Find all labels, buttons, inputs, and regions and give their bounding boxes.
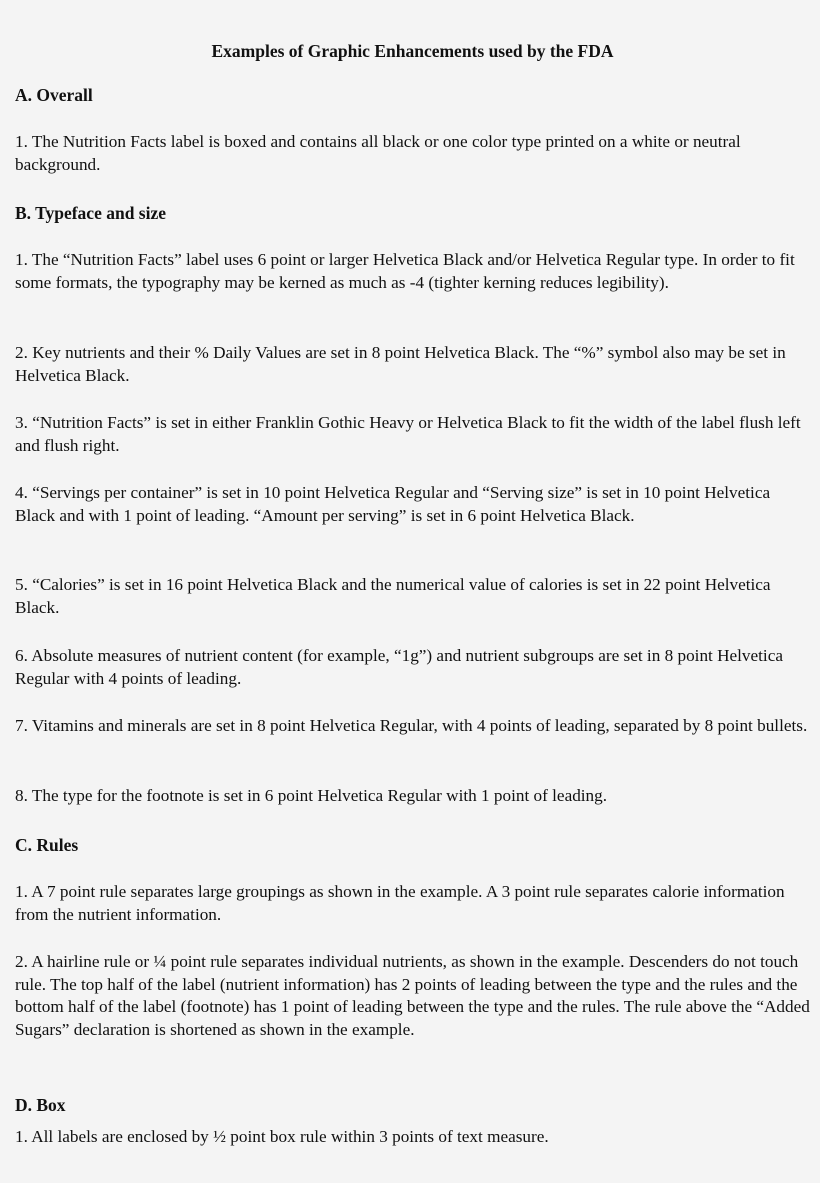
typeface-item-1: 1. The “Nutrition Facts” label uses 6 point or larger Helvetica Black and/or Helvetica Regular type. In order to fit some formats, the typography may be kerned as much as -4 (tighter kerning reduces legibility).	[15, 250, 795, 292]
rules-item-1: 1. A 7 point rule separates large groupings as shown in the example. A 3 point rule separates calorie information from the nutrient information.	[15, 882, 785, 924]
section-heading-typeface-size: B. Typeface and size	[15, 203, 167, 223]
box-item-1: 1. All labels are enclosed by ½ point box rule within 3 points of text measure.	[15, 1127, 549, 1146]
section-heading-rules: C. Rules	[15, 835, 79, 855]
document-title: Examples of Graphic Enhancements used by the FDA	[211, 41, 614, 61]
section-heading-overall: A. Overall	[15, 85, 93, 105]
overall-item-1: 1. The Nutrition Facts label is boxed and contains all black or one color type printed on a white or neutral background.	[15, 132, 741, 174]
rules-item-2: 2. A hairline rule or ¼ point rule separates individual nutrients, as shown in the example. Descenders do not touch rule. The top half of the label (nutrient information) has 2 points of leading between the type and the rules and the bottom half of the label (footnote) has 1 point of leading between the type and the rules. The rule above the “Added Sugars” declaration is shortened as shown in the example.	[15, 952, 810, 1039]
typeface-item-8: 8. The type for the footnote is set in 6 point Helvetica Regular with 1 point of leading.	[15, 786, 608, 805]
typeface-item-2: 2. Key nutrients and their % Daily Values are set in 8 point Helvetica Black. The “%” symbol also may be set in Helvetica Black.	[15, 343, 786, 385]
typeface-item-3: 3. “Nutrition Facts” is set in either Franklin Gothic Heavy or Helvetica Black to fit the width of the label flush left and flush right.	[15, 413, 801, 455]
typeface-item-7: 7. Vitamins and minerals are set in 8 point Helvetica Regular, with 4 points of leading, separated by 8 point bullets.	[15, 716, 808, 735]
typeface-item-6: 6. Absolute measures of nutrient content (for example, “1g”) and nutrient subgroups are set in 8 point Helvetica Regular with 4 points of leading.	[15, 646, 783, 688]
section-heading-box: D. Box	[15, 1095, 66, 1115]
typeface-item-5: 5. “Calories” is set in 16 point Helvetica Black and the numerical value of calories is set in 22 point Helvetica Black.	[15, 575, 771, 617]
typeface-item-4: 4. “Servings per container” is set in 10 point Helvetica Regular and “Serving size” is set in 10 point Helvetica Black and with 1 point of leading. “Amount per serving” is set in 6 point Helvetica Black.	[15, 483, 771, 525]
